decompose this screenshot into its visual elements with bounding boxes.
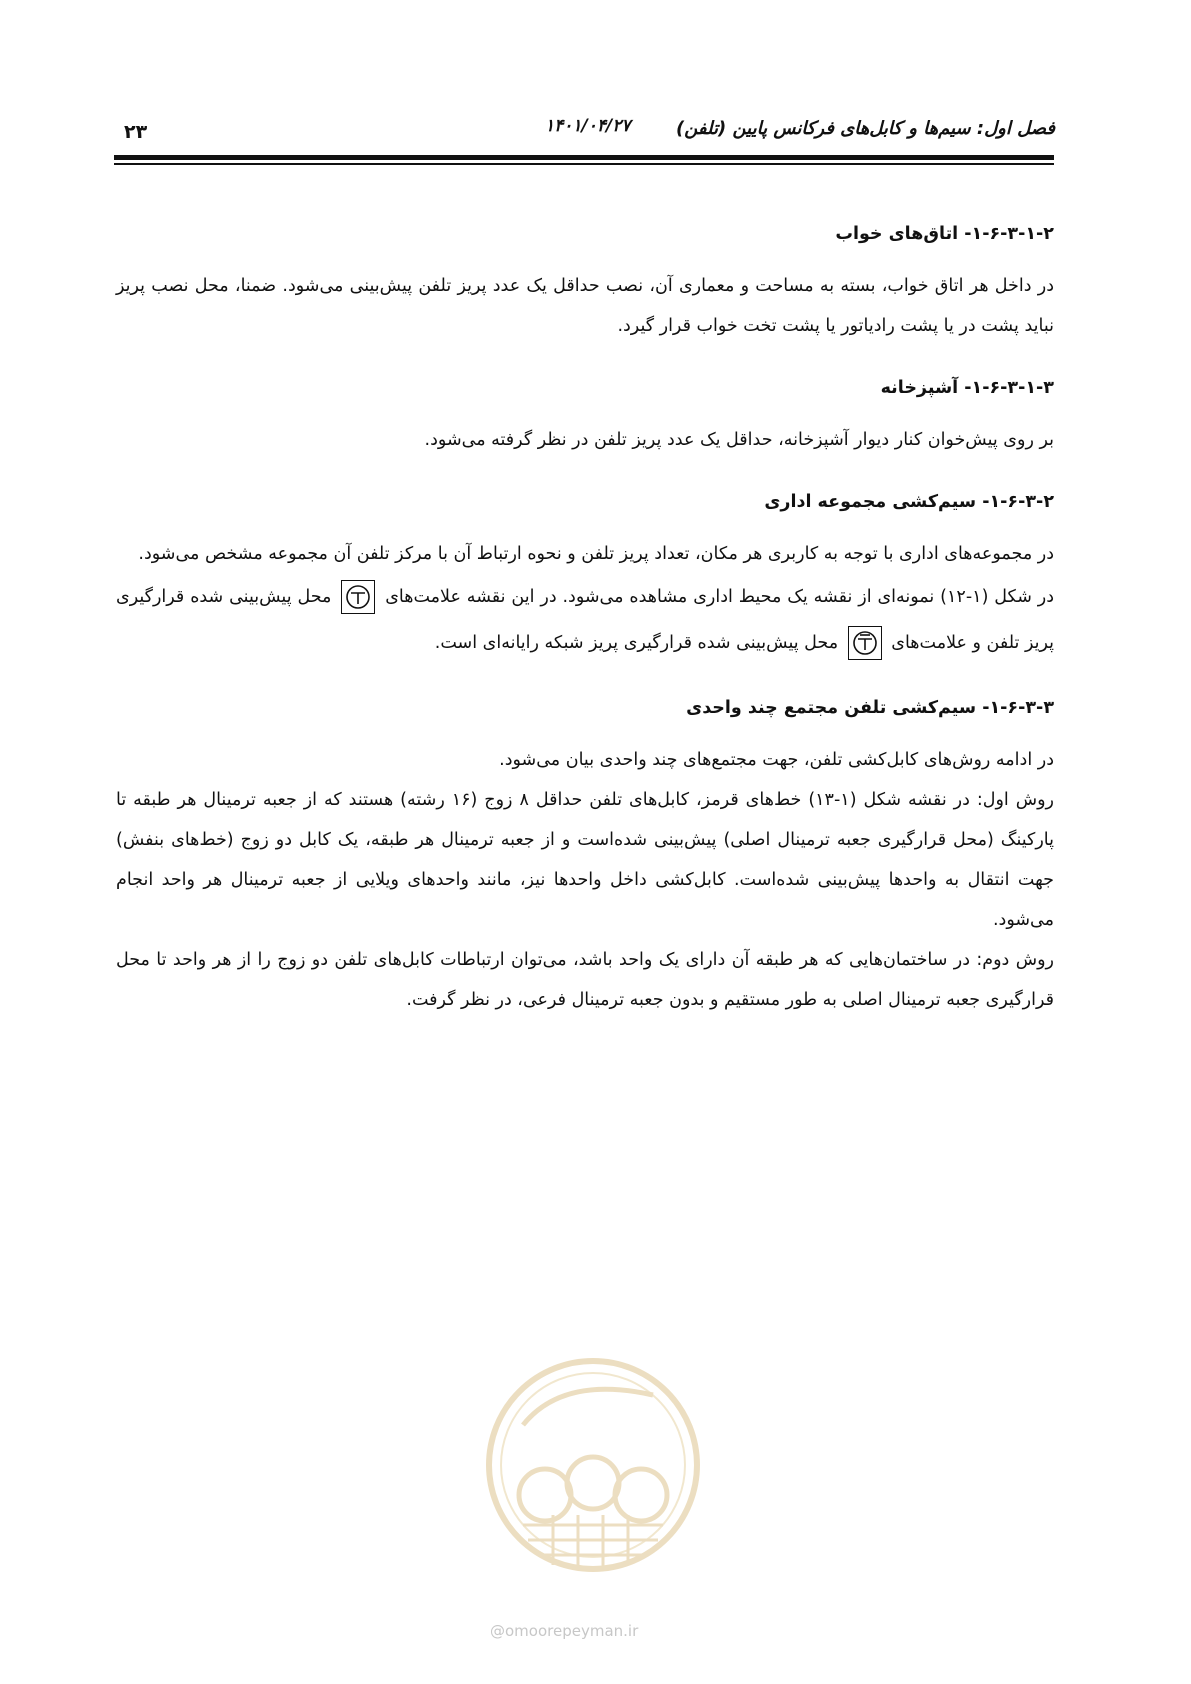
paragraph-method-one: روش اول: در نقشه شکل (۱-۱۳) خط‌های قرمز، کابل‌های تلفن حداقل ۸ زوج (۱۶ رشته) هستند که از جعبه ترمینال هر طبقه تا پارکینگ (محل قرارگیری جعبه ترمینال اصلی) پیش‌بینی شده‌است و از جعبه ترمینال هر طبقه، یک کابل دو زوج (خط‌های بنفش) جهت انتقال به واحدها پیش‌بینی شده‌است. کابل‌کشی داخل واحدها نیز، مانند واحدهای ویلایی از جعبه ترمینال هر واحد انجام می‌شود. [116, 790, 1055, 930]
page-number: ۲۳ [124, 121, 148, 143]
section-heading-office-wiring: ۱-۶-۳-۲- سیم‌کشی مجموعه اداری [764, 492, 1054, 512]
paragraph-office-wiring: در مجموعه‌های اداری با توجه به کاربری هر مکان، تعداد پریز تلفن و نحوه ارتباط آن با مرکز تلفن آن مجموعه مشخص می‌شود. [138, 544, 1054, 564]
section-heading-bedrooms: ۱-۶-۳-۱-۲- اتاق‌های خواب [835, 224, 1054, 244]
header-rule-thick [114, 155, 1054, 160]
chapter-title: فصل اول: سیم‌ها و کابل‌های فرکانس پایین (تلفن) [675, 118, 1055, 139]
telephone-outlet-icon [341, 580, 375, 614]
watermark-logo-icon [483, 1355, 703, 1605]
paragraph-office-symbols [116, 574, 1054, 666]
paragraph-bedrooms: در داخل هر اتاق خواب، بسته به مساحت و معماری آن، نصب حداقل یک عدد پریز تلفن پیش‌بینی می‌شود. ضمنا، محل نصب پریز نباید پشت در یا پشت رادیاتور یا پشت تخت خواب قرار گیرد. [116, 276, 1054, 336]
section-heading-kitchen: ۱-۶-۳-۱-۳- آشپزخانه [880, 378, 1054, 398]
section-heading-multi-unit: ۱-۶-۳-۳- سیم‌کشی تلفن مجتمع چند واحدی [686, 698, 1054, 718]
paragraph-kitchen: بر روی پیش‌خوان کنار دیوار آشپزخانه، حداقل یک عدد پریز تلفن در نظر گرفته می‌شود. [424, 430, 1054, 450]
header-rule-thin [114, 163, 1054, 165]
watermark-caption: @omoorepeyman.ir [490, 1622, 639, 1640]
office-symbols-text-c: محل پیش‌بینی شده قرارگیری پریز شبکه رایانه‌ای است. [434, 633, 839, 653]
paragraph-method-two: روش دوم: در ساختمان‌هایی که هر طبقه آن دارای یک واحد باشد، می‌توان ارتباطات کابل‌های تلفن دو زوج را از هر واحد تا محل قرارگیری جعبه ترمینال اصلی به طور مستقیم و بدون جعبه ترمینال فرعی، در نظر گرفت. [116, 950, 1054, 1010]
network-outlet-icon [848, 626, 882, 660]
office-symbols-text-b: محل پیش‌بینی شده قرارگیری پریز تلفن و علامت‌های [116, 587, 1054, 653]
paragraph-multi-unit-intro: در ادامه روش‌های کابل‌کشی تلفن، جهت مجتمع‌های چند واحدی بیان می‌شود. [499, 750, 1054, 770]
office-symbols-text-a: در شکل (۱-۱۲) نمونه‌ای از نقشه یک محیط اداری مشاهده می‌شود. در این نقشه علامت‌های [385, 587, 1054, 607]
document-body [116, 214, 1054, 1020]
header-date: ۱۴۰۱/۰۴/۲۷ [545, 116, 631, 136]
